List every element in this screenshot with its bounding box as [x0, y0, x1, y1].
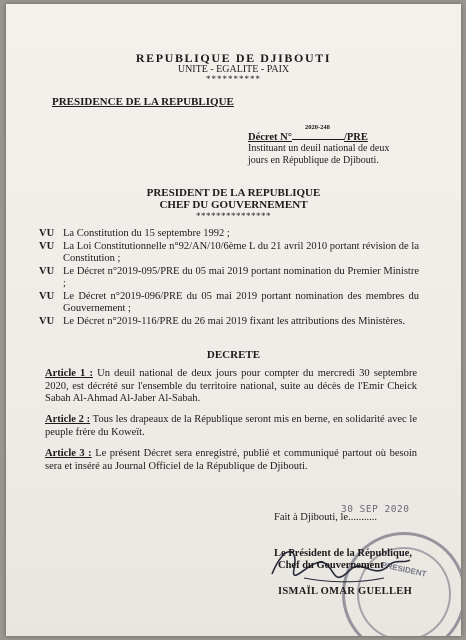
office-title: PRESIDENCE DE LA REPUBLIQUE — [52, 96, 234, 108]
article-3: Article 3 : Le présent Décret sera enregistré, publié et communiqué partout où besoin sera et inséré au Journal Officiel de la République de Djibouti. — [45, 448, 417, 472]
article-1: Article 1 : Un deuil national de deux jours pour compter du mercredi 30 septembre 2020, est décrété sur l'ensemble du territoire national, suite au décès de l'Emir Cheick Sabah Al-Ahmad Al-Jaber Al-Sabah. — [45, 368, 417, 404]
document-page: REPUBLIQUE DE DJIBOUTI UNITE - EGALITE - PAIX ********** PRESIDENCE DE LA REPUBLIQUE 2020-248 Décret N° /PRE Instituant un deuil national de deux jours en République de Djibouti. PRESIDENT DE LA REPUBLIQUE CHEF DU GOUVERNEMENT *************** VU La Constitution du 15 septembre 1992 ; VU La Loi Constitutionnelle n°92/AN/10/6ème L du 21 avril 2010 portant révision de la Constitution ; VU Le Décret n°2019-095/PRE du 05 mai 2019 portant nomination du Premier Ministre ; VU Le Décret n°2019-096/PRE du 05 mai 2019 portant nomination des membres du Gouvernement ; VU Le Décret n°2019-116/PRE du 26 mai 2019 fixant les attributions des Ministères. DECRETE Article 1 : Un deuil national de deux jours pour compter du mercredi 30 septembre 2020, est décrété sur l'ensemble du territoire national, suite au décès de l'Emir Cheick Sabah Al-Ahmad Al-Jaber Al-Sabah. Article 2 : Tous les drapeaux de la République seront mis en berne, en solidarité avec le peuple frère du Koweït. Article 3 : Le présent Décret sera enregistré, publié et communiqué partout où besoin sera et inséré au Journal Officiel de la République de Djibouti. Fait à Djibouti, le........... 30 SEP 2020 PRESIDENT Le Président de la République, Chef du Gouvernement ISMAÏL OMAR GUELLEH — [6, 4, 461, 636]
decree-reference — [248, 130, 368, 143]
decree-suffix: /PRE — [343, 132, 368, 143]
decree-subject — [248, 143, 389, 166]
motto: UNITE - EGALITE - PAIX — [177, 64, 290, 75]
signatory-subtitle: Chef du Gouvernement — [278, 560, 384, 571]
decree-label: Décret N° — [248, 132, 292, 143]
decree-number: 2020-248 — [305, 124, 330, 131]
decrete-heading: DECRETE — [206, 349, 261, 361]
issuer-stars: *************** — [196, 211, 271, 221]
date-stamp: 30 SEP 2020 — [341, 504, 410, 515]
decree-subject-line-2: jours en République de Djibouti. — [248, 154, 379, 166]
issuer-subtitle: CHEF DU GOUVERNEMENT — [159, 199, 308, 211]
seal-label: PRESIDENT — [380, 560, 428, 579]
signatory-title: Le Président de la République, — [274, 548, 412, 559]
decree-subject-line-1: Instituant un deuil national de deux — [248, 143, 390, 154]
signature-place: Fait à Djibouti, le........... — [274, 512, 377, 523]
country-name: REPUBLIQUE DE DJIBOUTI — [135, 51, 332, 65]
article-2: Article 2 : Tous les drapeaux de la République seront mis en berne, en solidarité avec le peuple frère du Koweït. — [45, 414, 417, 438]
signatory-name: ISMAÏL OMAR GUELLEH — [278, 586, 413, 597]
issuer-title: PRESIDENT DE LA REPUBLIQUE — [146, 187, 321, 199]
header-stars: ********** — [206, 74, 261, 84]
